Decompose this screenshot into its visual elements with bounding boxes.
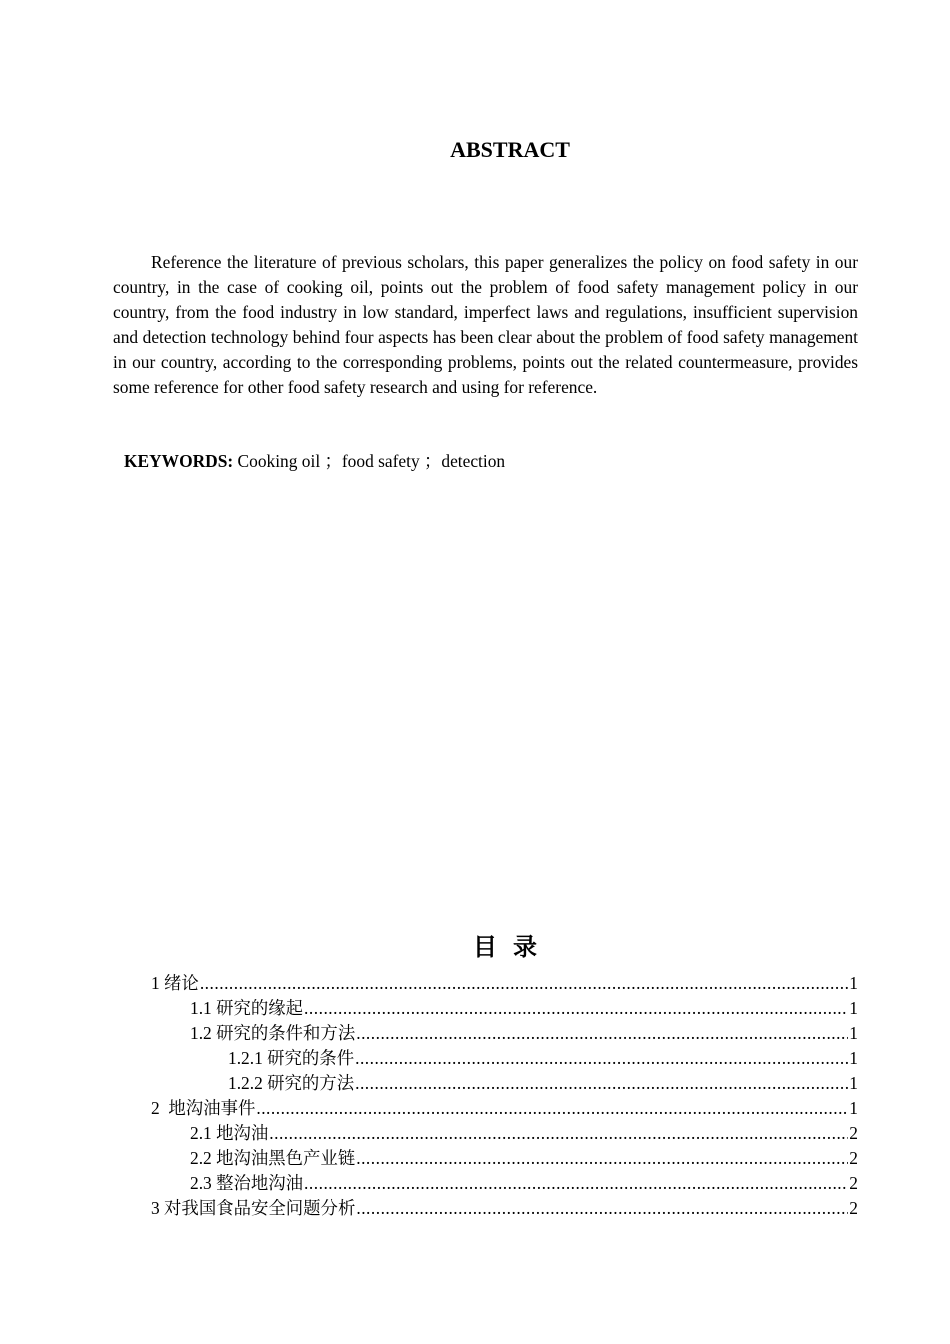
abstract-body: Reference the literature of previous scholars, this paper generalizes the policy on food safety in our country, in the case of cooking oil, points out the problem of food safety management policy in our country, from the food industry in low standard, imperfect laws and regulations, insufficient supervision and detection technology behind four aspects has been clear about the problem of food safety management in our country, according to the corresponding problems, points out the related countermeasure, provides some reference for other food safety research and using for reference. xyxy=(113,252,858,397)
toc-entry-text: 2.1 地沟油 xyxy=(190,1123,269,1143)
toc-leader-dots xyxy=(356,1196,848,1221)
toc-entry-text: 3 对我国食品安全问题分析 xyxy=(151,1198,356,1218)
toc-entry-text: 2.2 地沟油黑色产业链 xyxy=(190,1148,356,1168)
toc-entry[interactable] xyxy=(0,1121,858,1146)
toc-leader-dots xyxy=(356,1146,848,1171)
toc-entry-text: 1.2.1 研究的条件 xyxy=(228,1048,355,1068)
toc-entry-text: 2.3 整治地沟油 xyxy=(190,1173,304,1193)
toc-leader-dots xyxy=(304,996,848,1021)
toc-entry[interactable] xyxy=(0,1071,858,1096)
toc-entry-page: 2 xyxy=(849,1148,858,1168)
toc-entry-page: 1 xyxy=(849,1048,858,1068)
toc-entry-text: 1 绪论 xyxy=(151,973,199,993)
toc-leader-dots xyxy=(256,1096,848,1121)
toc-entry-text: 1.2.2 研究的方法 xyxy=(228,1073,355,1093)
toc-entry-text: 1.2 研究的条件和方法 xyxy=(190,1023,356,1043)
keywords-label: KEYWORDS: xyxy=(124,451,234,471)
table-of-contents xyxy=(0,971,950,1221)
toc-leader-dots xyxy=(269,1121,848,1146)
toc-entry-page: 1 xyxy=(849,998,858,1018)
toc-entry-text: 2 地沟油事件 xyxy=(151,1098,256,1118)
toc-entry-page: 1 xyxy=(849,973,858,993)
toc-entry-page: 1 xyxy=(849,1023,858,1043)
toc-entry-page: 1 xyxy=(849,1073,858,1093)
toc-entry[interactable] xyxy=(0,1171,858,1196)
toc-leader-dots xyxy=(200,971,848,996)
abstract-title: ABSTRACT xyxy=(450,137,570,162)
toc-leader-dots xyxy=(355,1071,848,1096)
toc-entry[interactable] xyxy=(0,1021,858,1046)
toc-leader-dots xyxy=(356,1021,848,1046)
toc-entry-page: 2 xyxy=(849,1123,858,1143)
toc-entry[interactable] xyxy=(0,996,858,1021)
toc-entry[interactable] xyxy=(0,1146,858,1171)
keywords-value: Cooking oil ；food safety ；detection xyxy=(233,451,506,471)
toc-entry[interactable] xyxy=(0,1196,858,1221)
toc-entry[interactable] xyxy=(0,971,858,996)
toc-leader-dots xyxy=(355,1046,848,1071)
toc-title: 目录 xyxy=(473,933,553,961)
toc-entry-page: 2 xyxy=(849,1173,858,1193)
toc-entry[interactable] xyxy=(0,1096,858,1121)
toc-entry-page: 2 xyxy=(849,1198,858,1218)
toc-entry-page: 1 xyxy=(849,1098,858,1118)
toc-leader-dots xyxy=(304,1171,848,1196)
toc-entry-text: 1.1 研究的缘起 xyxy=(190,998,304,1018)
toc-entry[interactable] xyxy=(0,1046,858,1071)
keywords-line xyxy=(124,449,505,474)
